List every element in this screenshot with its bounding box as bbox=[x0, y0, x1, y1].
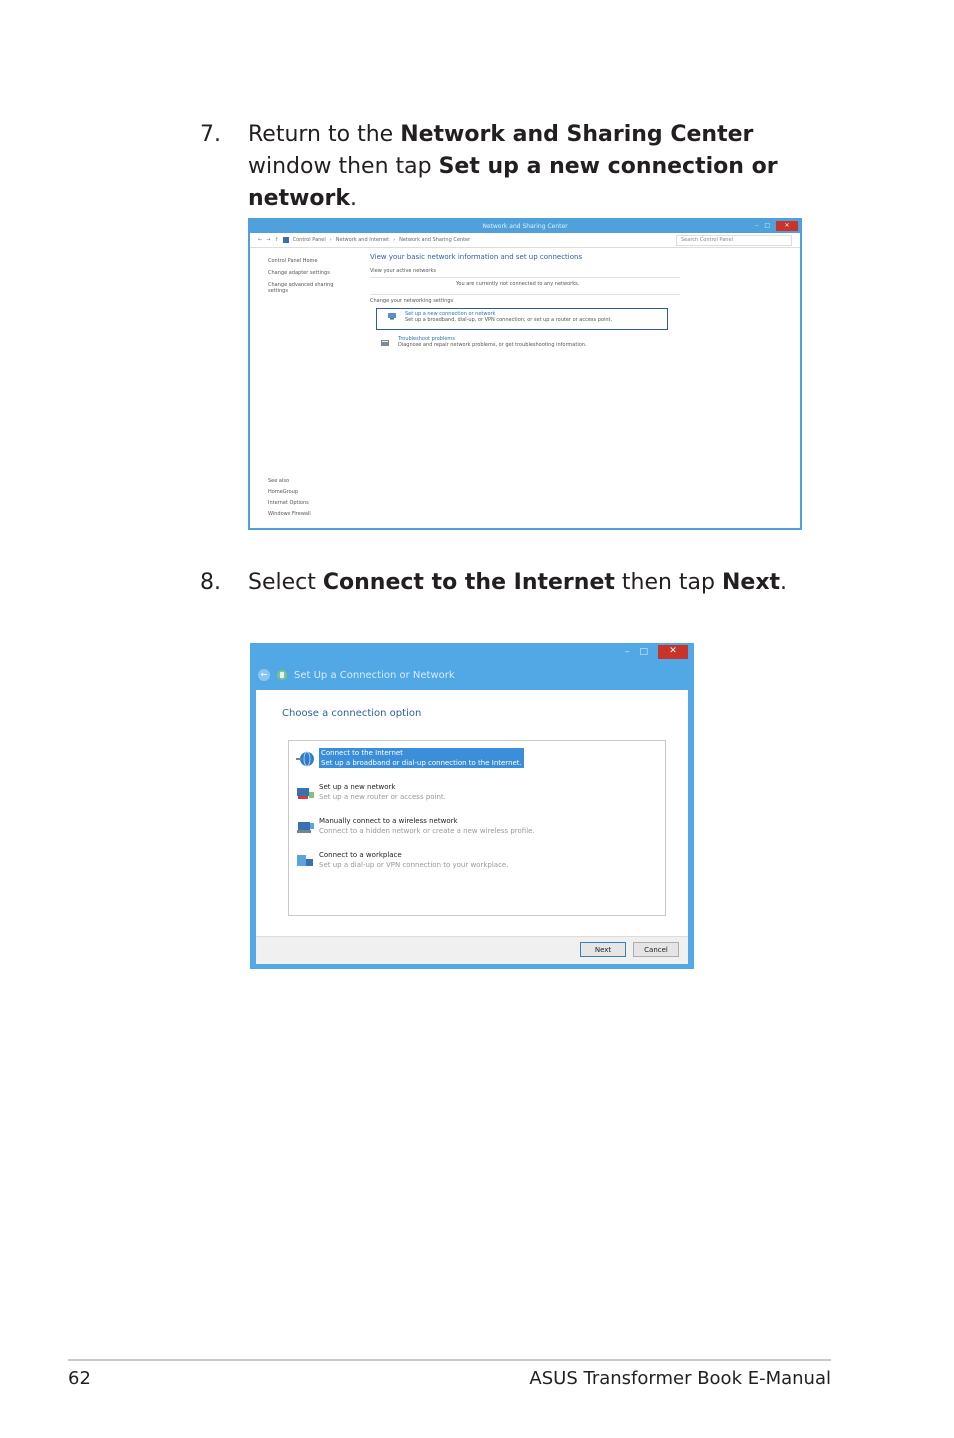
option-manual-wireless[interactable] bbox=[293, 815, 653, 839]
option-workplace[interactable] bbox=[293, 849, 653, 873]
dialog-title: Set Up a Connection or Network bbox=[294, 669, 455, 681]
close-icon[interactable]: ✕ bbox=[776, 221, 798, 231]
option-description: Connect to a hidden network or create a new wireless profile. bbox=[319, 827, 535, 835]
window-controls bbox=[625, 645, 688, 659]
see-also-title: See also bbox=[268, 478, 290, 484]
dialog-heading: Choose a connection option bbox=[282, 708, 422, 719]
step-instruction: Select Connect to the Internet then tap Next. bbox=[248, 570, 788, 595]
option-title: Connect to a workplace bbox=[319, 851, 402, 859]
troubleshoot-icon bbox=[380, 339, 390, 347]
setup-connection-dialog-screenshot bbox=[250, 643, 694, 969]
control-panel-icon bbox=[283, 237, 289, 243]
breadcrumb-separator: › bbox=[393, 237, 396, 243]
option-description: Set up a new router or access point. bbox=[319, 793, 446, 801]
see-also-homegroup[interactable]: HomeGroup bbox=[268, 489, 298, 495]
maximize-icon[interactable]: □ bbox=[639, 647, 648, 657]
bold-term: Connect to the Internet bbox=[322, 570, 615, 595]
task-title[interactable]: Troubleshoot problems bbox=[398, 336, 455, 342]
minimize-icon[interactable]: – bbox=[624, 647, 630, 657]
active-networks-label: View your active networks bbox=[370, 268, 436, 274]
divider bbox=[370, 294, 680, 295]
see-also-internet-options[interactable]: Internet Options bbox=[268, 500, 309, 506]
network-sharing-center-screenshot bbox=[248, 218, 802, 530]
step-number: 7. bbox=[200, 122, 221, 147]
task-title[interactable]: Set up a new connection or network bbox=[405, 311, 496, 317]
option-title: Manually connect to a wireless network bbox=[319, 817, 458, 825]
globe-icon bbox=[295, 750, 315, 768]
up-icon[interactable]: ↑ bbox=[274, 237, 279, 243]
option-connect-internet[interactable] bbox=[293, 747, 653, 771]
option-text bbox=[319, 748, 524, 768]
window-controls bbox=[755, 221, 798, 231]
divider bbox=[370, 277, 680, 278]
cancel-button[interactable]: Cancel bbox=[633, 942, 679, 957]
workplace-icon bbox=[295, 852, 315, 870]
window-titlebar bbox=[250, 220, 800, 233]
minimize-icon[interactable]: – bbox=[755, 222, 759, 229]
breadcrumb-item[interactable]: Network and Internet bbox=[335, 237, 390, 243]
network-setup-icon bbox=[276, 669, 288, 681]
option-title: Set up a new network bbox=[319, 783, 396, 791]
wireless-computer-icon bbox=[295, 818, 315, 836]
option-text bbox=[319, 850, 508, 870]
page-number: 62 bbox=[68, 1368, 91, 1389]
left-link-control-panel-home[interactable]: Control Panel Home bbox=[268, 258, 318, 264]
bold-term: Set up a new connection or network bbox=[248, 154, 778, 211]
footer-divider bbox=[68, 1359, 831, 1361]
next-button[interactable]: Next bbox=[580, 942, 626, 957]
task-description: Diagnose and repair network problems, or get troubleshooting information. bbox=[398, 342, 587, 348]
change-settings-label: Change your networking settings bbox=[370, 298, 454, 304]
dialog-footer bbox=[256, 936, 688, 964]
left-pane bbox=[268, 258, 348, 300]
maximize-icon[interactable]: □ bbox=[764, 222, 770, 229]
dialog-titlebar bbox=[258, 669, 455, 681]
forward-icon[interactable]: → bbox=[266, 237, 271, 243]
not-connected-text: You are currently not connected to any networks. bbox=[456, 281, 580, 287]
connection-options-list bbox=[288, 740, 666, 916]
see-also bbox=[268, 478, 348, 522]
router-icon bbox=[295, 784, 315, 802]
option-new-network[interactable] bbox=[293, 781, 653, 805]
bold-term: Network and Sharing Center bbox=[400, 122, 754, 147]
breadcrumb-item[interactable]: Control Panel bbox=[292, 237, 326, 243]
bold-term: Next bbox=[722, 570, 781, 595]
main-pane bbox=[370, 253, 680, 354]
back-icon[interactable]: ← bbox=[258, 669, 270, 681]
breadcrumb-item[interactable]: Network and Sharing Center bbox=[399, 237, 471, 243]
network-setup-icon bbox=[387, 312, 397, 320]
page-heading: View your basic network information and set up connections bbox=[370, 253, 583, 261]
option-text bbox=[319, 782, 446, 802]
search-input[interactable]: Search Control Panel bbox=[676, 235, 792, 246]
breadcrumb-separator: › bbox=[329, 237, 332, 243]
option-description: Set up a broadband or dial-up connection to the Internet. bbox=[321, 759, 522, 767]
close-icon[interactable]: ✕ bbox=[658, 645, 688, 659]
setup-new-connection-task[interactable] bbox=[376, 308, 668, 330]
manual-title: ASUS Transformer Book E-Manual bbox=[529, 1368, 831, 1389]
left-link-adapter-settings[interactable]: Change adapter settings bbox=[268, 270, 330, 276]
left-link-advanced-sharing[interactable]: Change advanced sharing settings bbox=[268, 282, 334, 294]
step-number: 8. bbox=[200, 570, 221, 595]
option-title: Connect to the Internet bbox=[321, 749, 403, 757]
task-description: Set up a broadband, dial-up, or VPN connection; or set up a router or access point. bbox=[405, 317, 613, 323]
option-description: Set up a dial-up or VPN connection to your workplace. bbox=[319, 861, 509, 869]
troubleshoot-task[interactable] bbox=[370, 336, 680, 354]
see-also-firewall[interactable]: Windows Firewall bbox=[268, 511, 311, 517]
address-bar bbox=[250, 233, 800, 248]
window-title: Network and Sharing Center bbox=[482, 223, 568, 230]
dialog-body bbox=[256, 690, 688, 936]
back-icon[interactable]: ← bbox=[258, 237, 263, 243]
option-text bbox=[319, 816, 535, 836]
step-instruction: Return to the Network and Sharing Center window then tap Set up a new connection or network. bbox=[248, 122, 778, 211]
